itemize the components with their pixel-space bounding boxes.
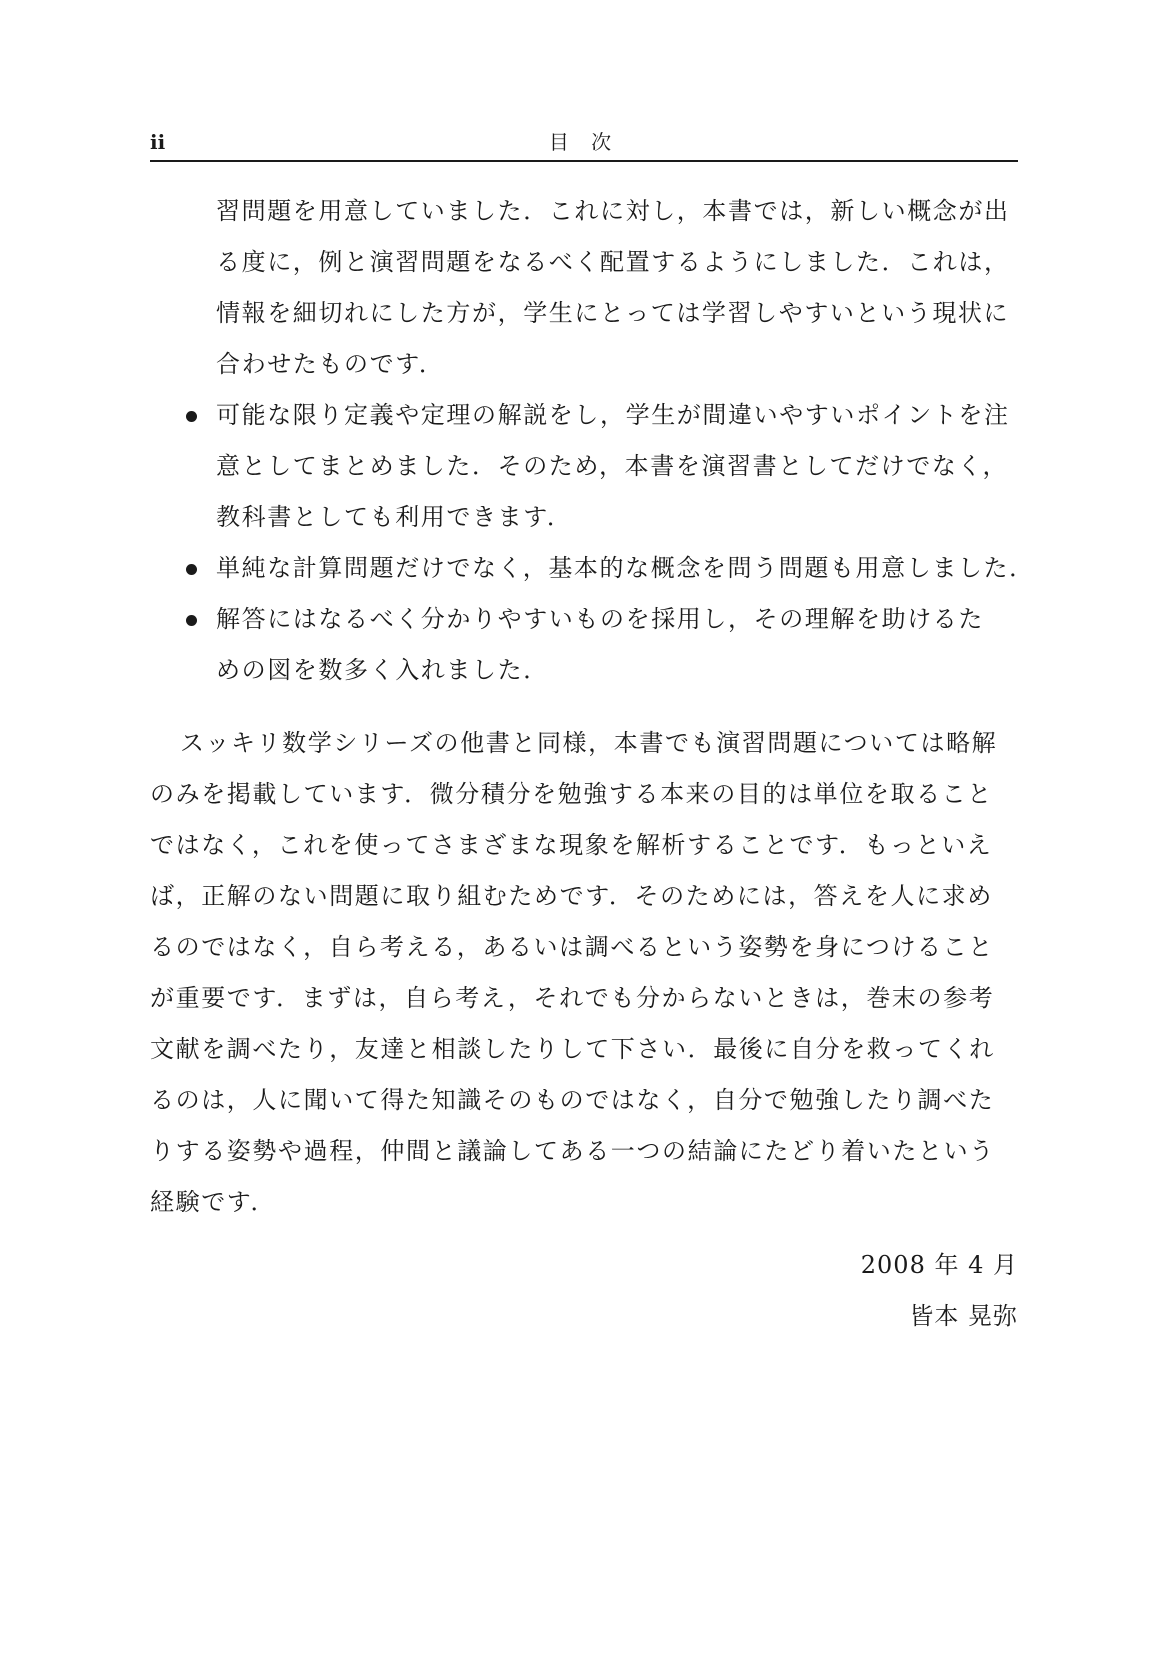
text-line: 習問題を用意していました．これに対し，本書では，新しい概念が出 [216, 197, 1010, 225]
signature-block [861, 1240, 1018, 1342]
list-item [150, 594, 1018, 696]
list-continuation [150, 186, 1018, 390]
text-line [216, 390, 1018, 441]
text-line: めの図を数多く入れました． [216, 656, 549, 684]
text-line: 教科書としても利用できます． [216, 503, 573, 531]
text-line: スッキリ数学シリーズの他書と同様，本書でも演習問題については略解 [180, 729, 998, 757]
text-line: りする姿勢や過程，仲間と議論してある一つの結論にたどり着いたという [150, 1137, 995, 1165]
bullet-icon [186, 615, 197, 626]
running-header [150, 128, 1018, 162]
running-title: 目 次 [548, 130, 620, 154]
text-line: 経験です． [150, 1188, 277, 1216]
text-line: 情報を細切れにした方が，学生にとっては学習しやすいという現状に [216, 299, 1010, 327]
list-item-text: 可能な限り定義や定理の解説をし，学生が間違いやすいポイントを注 [216, 401, 1010, 429]
text-line [216, 543, 1035, 594]
list-item-text: 単純な計算問題だけでなく，基本的な概念を問う問題も用意しました． [216, 554, 1035, 582]
text-line: 合わせたものです． [216, 350, 445, 378]
paragraph [150, 718, 1018, 1228]
text-line: 文献を調べたり，友達と相談したりして下さい．最後に自分を救ってくれ [150, 1035, 995, 1063]
page-number: ii [150, 130, 166, 154]
text-line: ではなく，これを使ってさまざまな現象を解析することです．もっといえ [150, 831, 993, 859]
list-item [150, 390, 1018, 543]
signature-date: 2008 年 4 月 [860, 1251, 1018, 1279]
text-line: のみを掲載しています．微分積分を勉強する本来の目的は単位を取ること [150, 780, 993, 808]
text-line: ば，正解のない問題に取り組むためです．そのためには，答えを人に求め [150, 882, 993, 910]
signature-author: 皆本 晃弥 [909, 1302, 1018, 1330]
text-line: る度に，例と演習問題をなるべく配置するようにしました．これは， [216, 248, 1010, 276]
list-item [150, 543, 1035, 594]
text-line [216, 594, 1018, 645]
bullet-icon [186, 411, 197, 422]
document-page [150, 0, 1035, 1653]
bullet-icon [186, 564, 197, 575]
list-item-text: 解答にはなるべく分かりやすいものを採用し，その理解を助けるた [216, 605, 984, 633]
body-text [150, 186, 1035, 1228]
text-line: 意としてまとめました．そのため，本書を演習書としてだけでなく， [216, 452, 1009, 480]
text-line: るのは，人に聞いて得た知識そのものではなく，自分で勉強したり調べた [150, 1086, 995, 1114]
text-line: るのではなく，自ら考える，あるいは調べるという姿勢を身につけること [150, 933, 994, 961]
text-line: が重要です．まずは，自ら考え，それでも分からないときは，巻末の参考 [150, 984, 995, 1012]
